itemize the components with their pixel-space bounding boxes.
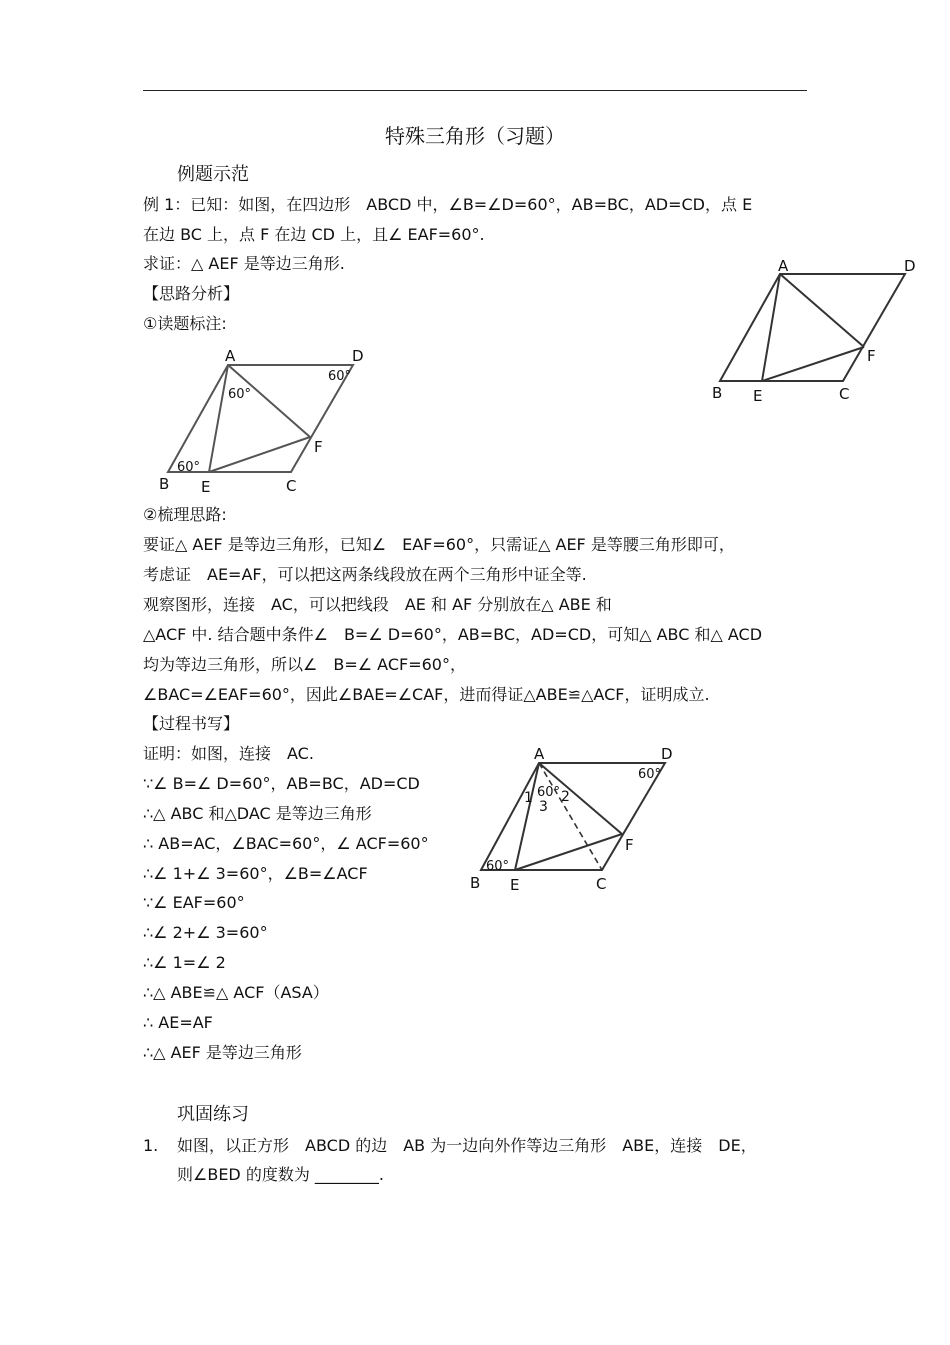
fig3-label-e: E [510,876,520,894]
example1-prove: 求证：△ AEF 是等边三角形. [143,254,345,273]
fig1-label-e: E [753,387,763,405]
proof-line-11: ∴△ AEF 是等边三角形 [143,1043,302,1062]
analysis-step1: ①读题标注: [143,314,227,333]
fig3-angle-1: 1 [524,790,533,806]
figure-example-plain [700,255,930,410]
exercise1-line1: 如图，以正方形 ABCD 的边 AB 为一边向外作等边三角形 ABE，连接 DE， [177,1136,757,1155]
analysis-line-4: △ACF 中. 结合题中条件∠ B=∠ D=60°，AB=BC，AD=CD，可知△ ABC 和△ ACD [143,625,763,644]
analysis-heading: 【思路分析】 [143,284,240,303]
proof-line-10: ∴ AE=AF [143,1013,213,1032]
analysis-line-1: 要证△ AEF 是等边三角形，已知∠ EAF=60°，只需证△ AEF 是等腰三角形即可， [143,535,735,554]
fig3-label-b: B [470,874,481,892]
proof-heading: 【过程书写】 [143,714,240,733]
fig2-label-d: D [352,347,364,365]
fig2-angle-b: 60° [177,460,201,475]
fig2-angle-d: 60° [328,369,352,384]
fig3-angle-eaf: 60° [537,785,561,800]
figure-annotated [155,345,375,495]
figure-proof [465,742,690,897]
analysis-line-6: ∠BAC=∠EAF=60°，因此∠BAE=∠CAF，进而得证△ABE≌△ACF，证明成立. [143,685,710,704]
analysis-line-5: 均为等边三角形，所以∠ B=∠ ACF=60°， [143,655,466,674]
proof-line-1: 证明：如图，连接 AC. [143,744,314,763]
fig3-label-c: C [596,875,607,893]
proof-line-7: ∴∠ 2+∠ 3=60° [143,923,268,942]
exercise1-line2: 则∠BED 的度数为 ________. [177,1165,385,1184]
fig3-label-f: F [625,836,634,854]
fig1-label-a: A [778,257,789,275]
fig2-label-b: B [159,475,170,493]
fig3-angle-d: 60° [638,767,662,782]
fig2-label-c: C [286,477,297,495]
fig1-label-c: C [839,385,850,403]
proof-line-8: ∴∠ 1=∠ 2 [143,953,226,972]
fig1-label-d: D [904,257,916,275]
proof-line-3: ∴△ ABC 和△DAC 是等边三角形 [143,804,372,823]
fig3-angle-2: 2 [561,789,570,805]
proof-line-2: ∵∠ B=∠ D=60°，AB=BC，AD=CD [143,774,420,793]
analysis-line-3: 观察图形，连接 AC，可以把线段 AE 和 AF 分别放在△ ABE 和 [143,595,612,614]
fig1-label-b: B [712,384,723,402]
fig1-label-f: F [867,347,876,365]
fig2-label-a: A [225,347,236,365]
fig2-label-e: E [201,478,211,496]
proof-line-9: ∴△ ABE≌△ ACF（ASA） [143,983,329,1002]
fig3-angle-b: 60° [486,859,510,874]
fig2-label-f: F [314,438,323,456]
example1-line1: 例 1：已知：如图，在四边形 ABCD 中，∠B=∠D=60°，AB=BC，AD=CD，点 E [143,195,753,214]
header-rule [143,90,807,91]
fig3-label-d: D [661,745,673,763]
section-practice-heading: 巩固练习 [177,1104,249,1125]
example1-line2: 在边 BC 上，点 F 在边 CD 上，且∠ EAF=60°. [143,225,485,244]
page-title: 特殊三角形（习题） [385,124,565,148]
exercise1-number: 1. [143,1136,159,1155]
fig3-angle-3: 3 [539,799,548,815]
analysis-line-2: 考虑证 AE=AF，可以把这两条线段放在两个三角形中证全等. [143,565,587,584]
fig3-label-a: A [534,745,545,763]
proof-line-5: ∴∠ 1+∠ 3=60°，∠B=∠ACF [143,864,368,883]
proof-line-6: ∵∠ EAF=60° [143,893,245,912]
proof-line-4: ∴ AB=AC，∠BAC=60°，∠ ACF=60° [143,834,429,853]
analysis-step2: ②梳理思路: [143,505,227,524]
section-example-heading: 例题示范 [177,164,249,185]
fig2-angle-eaf: 60° [228,387,252,402]
